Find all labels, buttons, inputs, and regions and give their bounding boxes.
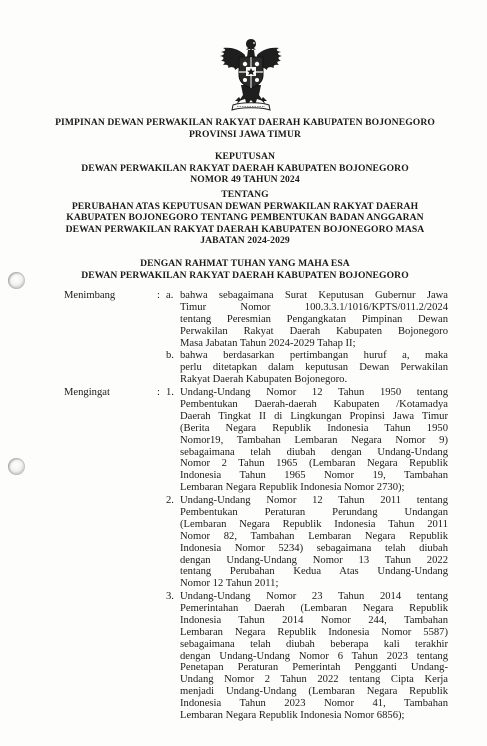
- text-line: Nomor 12 Tahun 2011;: [180, 578, 279, 590]
- text-line: Lembaran Negara Republik Indonesia Nomor 6856);: [180, 710, 405, 722]
- preamble: [40, 258, 450, 281]
- text-line: Nomor 2 Tahun 1965 (Lembaran Negara Republik: [180, 458, 448, 470]
- decree-issuer: DEWAN PERWAKILAN RAKYAT DAERAH KABUPATEN BOJONEGORO: [81, 162, 409, 174]
- text-line: Timur Nomor 100.3.3.1/1016/KPTS/011.2/2024: [180, 301, 448, 313]
- mengingat-item-2: [180, 495, 448, 590]
- preamble-line: DEWAN PERWAKILAN RAKYAT DAERAH KABUPATEN BOJONEGORO: [81, 269, 409, 281]
- text-line: Penetapan Peraturan Pemerintah Pengganti Undang-: [180, 662, 448, 674]
- subject-line: PERUBAHAN ATAS KEPUTUSAN DEWAN PERWAKILAN RAKYAT DAERAH: [71, 200, 419, 212]
- text-line: sebagaimana telah diubah beberapa kali terakhir: [180, 638, 448, 650]
- mengingat-item-1: [180, 387, 448, 494]
- text-line: Masa Jabatan Tahun 2024-2029 Tahap II;: [180, 337, 356, 349]
- preamble-line: DENGAN RAHMAT TUHAN YANG MAHA ESA: [140, 258, 350, 269]
- text-line: dengan Undang-Undang Nomor 6 Tahun 2023 tentang: [180, 650, 448, 662]
- subject-line: KABUPATEN BOJONEGORO TENTANG PEMBENTUKAN BADAN ANGGARAN: [66, 212, 424, 223]
- text-line: bahwa berdasarkan pertimbangan huruf a, maka: [180, 350, 448, 361]
- text-line: Pembentukan Daerah-daerah Kabupaten /Kotamadya: [180, 398, 448, 410]
- text-line: perlu ditetapkan dalam keputusan Dewan Perwakilan: [180, 361, 448, 373]
- mengingat-item-3: [180, 591, 448, 722]
- text-line: Undang-Undang Nomor 12 Tahun 1950 tentang: [180, 387, 448, 398]
- text-line: sebagaimana telah diubah dengan Undang-Undang: [180, 446, 448, 458]
- mengingat-label: Mengingat: [64, 387, 110, 398]
- text-line: Daerah Tingkat II di Lingkungan Propinsi Jawa Timur: [180, 410, 448, 422]
- province-name: PROVINSI JAWA TIMUR: [188, 128, 302, 140]
- text-line: Rakyat Daerah Kabupaten Bojonegoro.: [180, 373, 348, 385]
- text-line: Lembaran Negara Republik Indonesia Nomor 2730);: [180, 482, 405, 494]
- punch-hole-bottom: [8, 458, 25, 475]
- subject-label: TENTANG: [221, 189, 269, 200]
- institution-name: PIMPINAN DEWAN PERWAKILAN RAKYAT DAERAH KABUPATEN BOJONEGORO: [55, 117, 435, 128]
- text-line: (Berita Negara Republik Indonesia Tahun 1950: [180, 422, 448, 434]
- text-line: dengan Undang-Undang Nomor 13 Tahun 2022: [180, 554, 448, 566]
- text-line: tentang Perubahan Kedua Atas Undang-Undang: [180, 566, 448, 578]
- text-line: tentang Peresmian Pengangkatan Pimpinan Dewan: [180, 313, 448, 325]
- text-line: (Lembaran Negara Republik Indonesia Tahun 2011: [180, 518, 448, 530]
- item-marker: a.: [166, 290, 174, 301]
- item-marker: 1.: [166, 387, 174, 398]
- decree-subject: [40, 189, 450, 247]
- mengingat-colon: :: [157, 387, 160, 398]
- text-line: Nomor 82, Tambahan Lembaran Negara Republik: [180, 530, 448, 542]
- subject-line: DEWAN PERWAKILAN RAKYAT DAERAH KABUPATEN BOJONEGORO MASA: [65, 223, 425, 235]
- decree-number: NOMOR 49 TAHUN 2024: [190, 174, 300, 185]
- text-line: Perwakilan Rakyat Daerah Kabupaten Bojonegoro: [180, 325, 448, 337]
- text-line: Undang-Undang Nomor 12 Tahun 2011 tentang: [180, 495, 448, 506]
- menimbang-item-b: [180, 350, 448, 386]
- text-line: Indonesia Nomor 5234) sebagaimana telah diubah: [180, 542, 448, 554]
- punch-hole-top: [8, 272, 25, 289]
- institution-header: [40, 117, 450, 140]
- text-line: Undang Nomor 2 Tahun 2022 tentang Cipta Kerja: [180, 674, 448, 686]
- item-marker: 3.: [166, 591, 174, 602]
- text-line: Lembaran Negara Republik Indonesia Nomor 5587): [180, 626, 448, 638]
- text-line: Nomor19, Tambahan Lembaran Negara Nomor 9): [180, 434, 448, 446]
- garuda-emblem-icon: [215, 35, 287, 113]
- item-marker: b.: [166, 350, 174, 361]
- subject-line: JABATAN 2024-2029: [200, 235, 290, 246]
- menimbang-label: Menimbang: [64, 290, 116, 301]
- text-line: Indonesia Tahun 2014 Nomor 244, Tambahan: [180, 614, 448, 626]
- menimbang-item-a: [180, 290, 448, 350]
- text-line: bahwa sebagaimana Surat Keputusan Gubernur Jawa: [180, 290, 448, 301]
- text-line: Undang-Undang Nomor 23 Tahun 2014 tentang: [180, 591, 448, 602]
- text-line: Indonesia Tahun 1965 Nomor 19, Tambahan: [180, 470, 448, 482]
- menimbang-colon: :: [157, 290, 160, 301]
- text-line: Pemerintahan Daerah (Lembaran Negara Republik: [180, 602, 448, 614]
- decree-label: KEPUTUSAN: [214, 151, 276, 162]
- text-line: Pembentukan Peraturan Perundang Undangan: [180, 506, 448, 518]
- text-line: menjadi Undang-Undang (Lembaran Negara Republik: [180, 686, 448, 698]
- decree-title: [40, 151, 450, 186]
- text-line: Indonesia Tahun 2023 Nomor 41, Tambahan: [180, 698, 448, 710]
- item-marker: 2.: [166, 495, 174, 506]
